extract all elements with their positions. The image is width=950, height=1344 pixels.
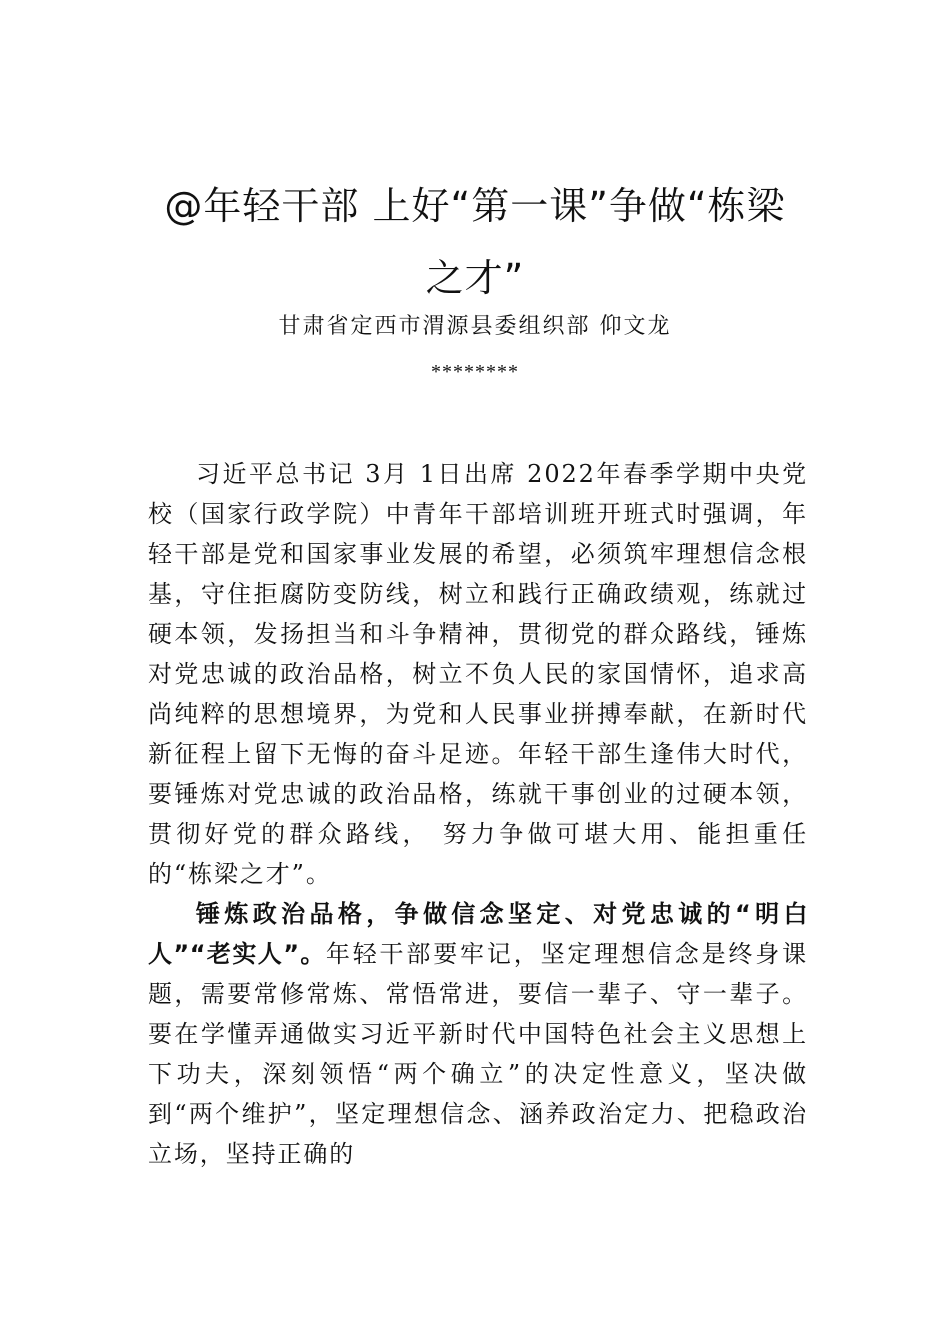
paragraph-text: 年轻干部要牢记，坚定理想信念是终身课题，需要常修常炼、常悟常进，要信一辈子、守一辈子。要在学懂弄通做实习近平新时代中国特色社会主义思想上下功夫，深刻领悟“两个确立”的决定性意义，坚决做到“两个维护”，坚定理想信念、涵养政治定力、把稳政治立场，坚持正确的	[148, 940, 808, 1168]
paragraph-text: 习近平总书记 3月 1日出席 2022年春季学期中央党校（国家行政学院）中青年干部培训班开班式时强调，年轻干部是党和国家事业发展的希望，必须筑牢理想信念根基，守住拒腐防变防线，树立和践行正确政绩观，练就过硬本领，发扬担当和斗争精神，贯彻党的群众路线，锤炼对党忠诚的政治品格，树立不负人民的家国情怀，追求高尚纯粹的思想境界，为党和人民事业拼搏奉献，在新时代新征程上留下无悔的奋斗足迹。年轻干部生逢伟大时代，要锤炼对党忠诚的政治品格，练就干事创业的过硬本领，贯彻好党的群众路线， 努力争做可堪大用、能担重任的“栋梁之才”。	[148, 460, 808, 888]
paragraph-lead: 锤炼政治品格，争做信念坚定、对党忠诚的“明白人”“老实人”。	[148, 900, 808, 968]
author-line: 甘肃省定西市渭源县委组织部 仰文龙	[278, 314, 672, 339]
article-body	[148, 454, 808, 1174]
paragraph-1	[148, 454, 808, 894]
paragraph-2	[148, 894, 808, 1174]
separator: ********	[431, 361, 519, 383]
document-title: @年轻干部 上好“第一课”争做“栋梁之才”	[164, 184, 786, 300]
